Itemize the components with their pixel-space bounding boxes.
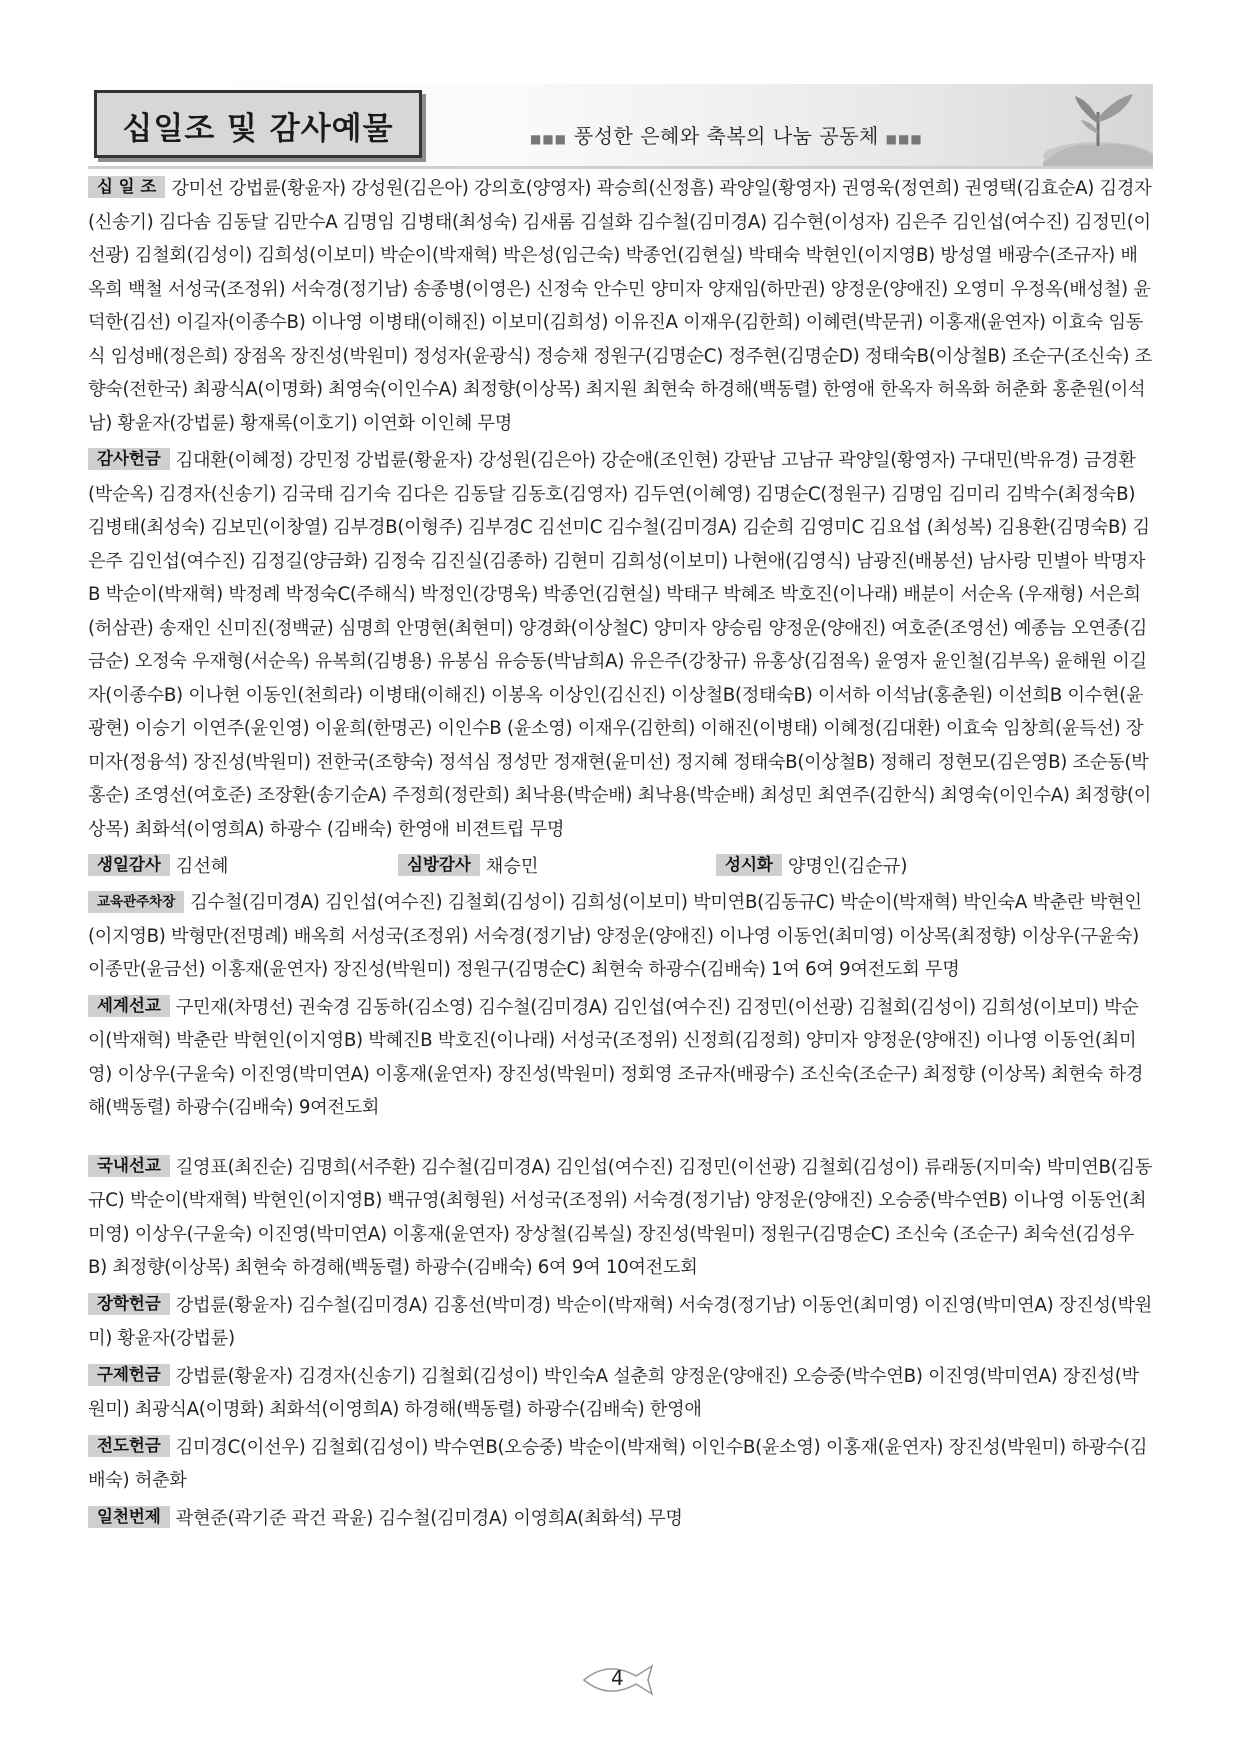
section-world-mission [88,991,1153,1125]
section-birthday [88,850,228,884]
section-label: 세계선교 [88,995,170,1017]
section-row-triple [88,850,1153,886]
section-label: 구제헌금 [88,1364,170,1386]
donor-names: 김미경C(이선우) 김철회(김성이) 박수연B(오승중) 박순이(박재혁) 이인수B(윤소영) 이홍재(윤연자) 장진성(박원미) 하광수(김배숙) 허춘화 [88,1436,1148,1491]
section-holy-city [716,850,907,884]
section-tithe [88,172,1153,440]
donor-names: 양명인(김순규) [787,856,908,877]
donor-names: 김선혜 [175,856,229,877]
page-title: 십일조 및 감사예물 [122,111,394,147]
hands-plant-image [1003,84,1153,166]
section-label: 감사헌금 [88,448,170,470]
donor-names: 강미선 강법륜(황윤자) 강성원(김은아) 강의호(양영자) 곽승희(신정흠) 곽양일(황영자) 권영욱(정연희) 권영택(김효순A) 김경자(신송기) 김다솜 김동달 김만수A 김명임 김병태(최성숙) 김새롬 김설화 김수철(김미경A) 김수현(이성자) 김은주 김인섭(여수진) 김정민(이선광) 김철회(김성이) 김희성(이보미) 박순이(박재혁) 박은성(임근숙) 박종언(김현실) 박태숙 박현인(이지영B) 방성열 배광수(조규자) 배옥희 백철 서성국(조정위) 서숙경(정기남) 송종병(이영은) 신정숙 안수민 양미자 양재임(하만권) 양정운(양애진) 오영미 우정옥(배성철) 윤덕한(김선) 이길자(이종수B) 이나영 이병태(이해진) 이보미(김희성) 이유진A 이재우(김한희) 이혜련(박문귀) 이홍재(윤연자) 이효숙 임동식 임성배(정은희) 장점옥 장진성(박원미) 정성자(윤광식) 정승채 정원구(김명순C) 정주현(김명순D) 정태숙B(이상철B) 조순구(조신숙) 조향숙(전한국) 최광식A(이명화) 최영숙(이인수A) 최정향(이상목) 최지원 최현숙 하경해(백동렬) 한영애 한옥자 허옥화 허춘화 홍춘원(이석남) 황윤자(강법륜) 황재록(이호기) 이연화 이인혜 무명 [88,178,1152,434]
section-relief [88,1360,1153,1427]
section-scholarship [88,1289,1153,1356]
donor-names: 강법륜(황윤자) 김수철(김미경A) 김홍선(박미경) 박순이(박재혁) 서숙경(정기남) 이동언(최미영) 이진영(박미연A) 장진성(박원미) 황윤자(강법륜) [88,1294,1153,1349]
section-visitation [398,850,538,884]
section-label: 전도헌금 [88,1435,170,1457]
section-label: 성시화 [716,854,782,876]
bullet-decoration: ■■■ [885,132,923,146]
section-label: 국내선교 [88,1155,170,1177]
bullet-decoration: ■■■ [530,132,568,146]
donor-names: 채승민 [485,856,539,877]
section-thousand-offering [88,1502,1153,1536]
section-education-parking [88,886,1153,987]
section-label: 생일감사 [88,854,170,876]
section-label: 심방감사 [398,854,480,876]
title-box [94,90,422,158]
section-label: 십 일 조 [88,176,165,198]
spacer [88,1129,1153,1151]
donor-names: 강법륜(황윤자) 김경자(신송기) 김철회(김성이) 박인숙A 설춘희 양정운(양애진) 오승중(박수연B) 이진영(박미연A) 장진성(박원미) 최광식A(이명화) 최화석(이영희A) 하경해(백동렬) 하광수(김배숙) 한영애 [88,1365,1139,1420]
page-number-text: 4 [611,1666,624,1690]
section-label: 일천번제 [88,1506,170,1528]
section-domestic-mission [88,1151,1153,1285]
page-subtitle [530,120,923,149]
donor-names: 길영표(최진순) 김명희(서주환) 김수철(김미경A) 김인섭(여수진) 김정민(이선광) 김철회(김성이) 류래동(지미숙) 박미연B(김동규C) 박순이(박재혁) 박현인(이지영B) 백규영(최형원) 서성국(조정위) 서숙경(정기남) 양정운(양애진) 오승중(박수연B) 이나영 이동언(최미영) 이상우(구윤숙) 이진영(박미연A) 이홍재(윤연자) 장상철(김복실) 장진성(박원미) 정원구(김명순C) 조신숙 (조순구) 최숙선(김성우B) 최정향(이상목) 최현숙 하경해(백동렬) 하광수(김배숙) 6여 9여 10여전도회 [88,1156,1153,1278]
donor-names: 김대환(이혜정) 강민정 강법륜(황윤자) 강성원(김은아) 강순애(조인현) 강판남 고남규 곽양일(황영자) 구대민(박유경) 금경환(박순옥) 김경자(신송기) 김국태 김기숙 김다은 김동달 김동호(김영자) 김두연(이혜영) 김명순C(정원구) 김명임 김미리 김박수(최정숙B) 김병태(최성숙) 김보민(이창열) 김부경B(이형주) 김부경C 김선미C 김수철(김미경A) 김순희 김영미C 김요섭 (최성복) 김용환(김명숙B) 김은주 김인섭(여수진) 김정길(양금화) 김정숙 김진실(김종하) 김현미 김희성(이보미) 나현애(김영식) 남광진(배봉선) 남사랑 민별아 박명자B 박순이(박재혁) 박정례 박정숙C(주해식) 박정인(강명욱) 박종언(김현실) 박태구 박혜조 박호진(이나래) 배분이 서순옥 (우재형) 서은희(허삼관) 송재인 신미진(정백균) 심명희 안명현(최현미) 양경화(이상철C) 양미자 양승림 양정운(양애진) 여호준(조영선) 예종늠 오연종(김금순) 오정숙 우재형(서순옥) 유복희(김병용) 유봉심 유승동(박남희A) 유은주(강창규) 유홍상(김점옥) 윤영자 윤인철(김부옥) 윤해원 이길자(이종수B) 이나현 이동인(천희라) 이병태(이해진) 이봉옥 이상인(김신진) 이상철B(정태숙B) 이서하 이석남(홍춘원) 이선희B 이수현(윤광현) 이승기 이연주(윤인영) 이윤희(한명곤) 이인수B (윤소영) 이재우(김한희) 이해진(이병태) 이혜정(김대환) 이효숙 임창희(윤득선) 장미자(정융석) 장진성(박원미) 전한국(조향숙) 정석심 정성만 정재현(윤미선) 정지혜 정태숙B(이상철B) 정해리 정현모(김은영B) 조순동(박홍순) 조영선(여호준) 조장환(송기순A) 주정희(정란희) 최낙용(박순배) 최낙용(박순배) 최성민 최연주(김한식) 최영숙(이인수A) 최정향(이상목) 최화석(이영희A) 하광수 (김배숙) 한영애 비젼트립 무명 [88,450,1152,840]
donor-names: 김수철(김미경A) 김인섭(여수진) 김철회(김성이) 김희성(이보미) 박미연B(김동규C) 박순이(박재혁) 박인숙A 박춘란 박현인(이지영B) 박형만(전명례) 배옥희 서성국(조정위) 서숙경(정기남) 양정운(양애진) 이나영 이동언(최미영) 이상목(최정향) 이상우(구윤숙) 이종만(윤금선) 이홍재(윤연자) 장진성(박원미) 정원구(김명순C) 최현숙 하광수(김배숙) 1여 6여 9여전도회 무명 [88,892,1142,980]
donor-names: 구민재(차명선) 권숙경 김동하(김소영) 김수철(김미경A) 김인섭(여수진) 김정민(이선광) 김철회(김성이) 김희성(이보미) 박순이(박재혁) 박춘란 박현인(이지영B) 박혜진B 박호진(이나래) 서성국(조정위) 신정희(김정희) 양미자 양정운(양애진) 이나영 이동언(최미영) 이상우(구윤숙) 이진영(박미연A) 이홍재(윤연자) 장진성(박원미) 정회영 조규자(배광수) 조신숙(조순구) 최정향 (이상목) 최현숙 하경해(백동렬) 하광수(김배숙) 9여전도회 [88,996,1144,1118]
page-number [578,1660,658,1700]
page-header [88,84,1153,166]
donation-list [88,172,1153,1539]
donor-names: 곽현준(곽기준 곽건 곽윤) 김수철(김미경A) 이영희A(최화석) 무명 [175,1507,683,1529]
section-label: 장학헌금 [88,1293,170,1315]
section-evangelism [88,1431,1153,1498]
section-thanks-offering [88,444,1153,846]
section-label: 교육관주차장 [88,891,184,913]
subtitle-text: 풍성한 은혜와 축복의 나눔 공동체 [573,124,879,148]
